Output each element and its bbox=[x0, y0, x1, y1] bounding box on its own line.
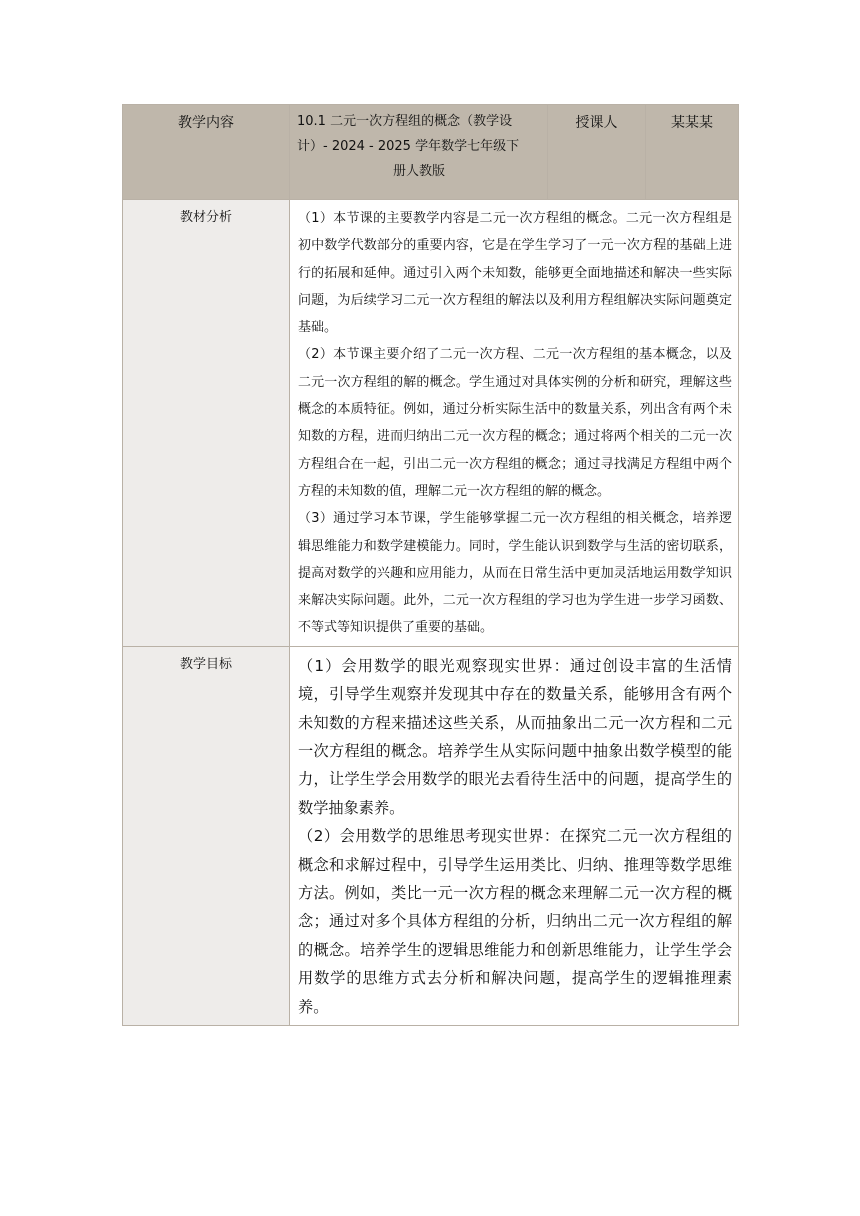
objective-paragraph: （1）会用数学的眼光观察现实世界：通过创设丰富的生活情境，引导学生观察并发现其中存在的数量关系，能够用含有两个未知数的方程来描述这些关系，从而抽象出二元一次方程和二元一次方程组的概念。培养学生从实际问题中抽象出数学模型的能力，让学生学会用数学的眼光去看待生活中的问题，提高学生的数学抽象素养。 bbox=[298, 656, 732, 817]
analysis-paragraph: （2）本节课主要介绍了二元一次方程、二元一次方程组的基本概念，以及二元一次方程组的解的概念。学生通过对具体实例的分析和研究，理解这些概念的本质特征。例如，通过分析实际生活中的数量关系，列出含有两个未知数的方程，进而归纳出二元一次方程的概念；通过将两个相关的二元一次方程组合在一起，引出二元一次方程组的概念；通过寻找满足方程组中两个方程的未知数的值，理解二元一次方程组的解的概念。 bbox=[298, 347, 732, 499]
analysis-content bbox=[290, 200, 739, 647]
objectives-row bbox=[123, 646, 739, 1025]
analysis-row bbox=[123, 200, 739, 647]
header-row bbox=[123, 105, 739, 200]
lesson-title-line-2: 计）- 2024 - 2025 学年数学七年级下 bbox=[297, 139, 520, 154]
analysis-paragraph: （3）通过学习本节课，学生能够掌握二元一次方程组的相关概念，培养逻辑思维能力和数学建模能力。同时，学生能认识到数学与生活的密切联系，提高对数学的兴趣和应用能力，从而在日常生活中更加灵活地运用数学知识来解决实际问题。此外，二元一次方程组的学习也为学生进一步学习函数、不等式等知识提供了重要的基础。 bbox=[298, 511, 732, 636]
teacher-name: 某某某 bbox=[646, 105, 739, 200]
teacher-label: 授课人 bbox=[548, 105, 646, 200]
analysis-paragraph: （1）本节课的主要教学内容是二元一次方程组的概念。二元一次方程组是初中数学代数部分的重要内容，它是在学生学习了一元一次方程的基础上进行的拓展和延伸。通过引入两个未知数，能够更全面地描述和解决一些实际问题，为后续学习二元一次方程组的解法以及利用方程组解决实际问题奠定基础。 bbox=[298, 211, 732, 336]
objective-paragraph: （2）会用数学的思维思考现实世界：在探究二元一次方程组的概念和求解过程中，引导学生运用类比、归纳、推理等数学思维方法。例如，类比一元一次方程的概念来理解二元一次方程的概念；通过对多个具体方程组的分析，归纳出二元一次方程组的解的概念。培养学生的逻辑思维能力和创新思维能力，让学生学会用数学的思维方式去分析和解决问题，提高学生的逻辑推理素养。 bbox=[298, 827, 732, 1016]
lesson-title bbox=[290, 105, 548, 200]
objectives-label: 教学目标 bbox=[123, 646, 290, 1025]
content-label: 教学内容 bbox=[123, 105, 290, 200]
objectives-content bbox=[290, 646, 739, 1025]
lesson-title-line-1: 10.1 二元一次方程组的概念（教学设 bbox=[297, 114, 513, 129]
lesson-plan-table bbox=[122, 104, 739, 1026]
analysis-label: 教材分析 bbox=[123, 200, 290, 647]
lesson-title-line-3: 册人教版 bbox=[392, 164, 445, 179]
